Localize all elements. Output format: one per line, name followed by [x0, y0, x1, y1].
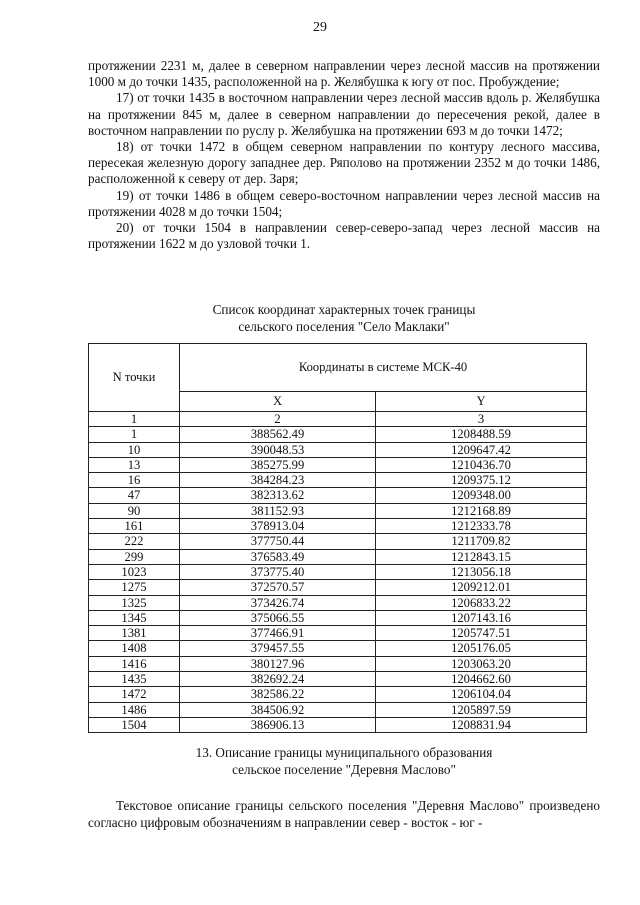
cell-y: 1207143.16: [376, 610, 587, 625]
coordinates-table-body: [89, 427, 587, 733]
section-description-paragraph: Текстовое описание границы сельского поселения "Деревня Маслово" произведено согласно цифровым обозначениям в направлении север - восток - юг -: [88, 798, 600, 830]
cell-x: 379457.55: [180, 641, 376, 656]
cell-y: 1212843.15: [376, 549, 587, 564]
cell-x: 375066.55: [180, 610, 376, 625]
table-row: [89, 457, 587, 472]
table-row: [89, 580, 587, 595]
cell-x: 377466.91: [180, 626, 376, 641]
table-row: [89, 549, 587, 564]
table-row: [89, 488, 587, 503]
cell-y: 1210436.70: [376, 457, 587, 472]
table-row: [89, 687, 587, 702]
table-row: [89, 442, 587, 457]
cell-x: 390048.53: [180, 442, 376, 457]
cell-point-number: 1381: [89, 626, 180, 641]
table-row: [89, 564, 587, 579]
header-x: X: [180, 392, 376, 412]
section-heading-line-1: 13. Описание границы муниципального образования: [195, 745, 493, 760]
header-point-number: N точки: [89, 344, 180, 412]
boundary-description-text: [88, 58, 600, 252]
table-row: [89, 503, 587, 518]
header-y: Y: [376, 392, 587, 412]
table-row: [89, 672, 587, 687]
cell-y: 1209348.00: [376, 488, 587, 503]
cell-x: 384506.92: [180, 702, 376, 717]
cell-y: 1206833.22: [376, 595, 587, 610]
paragraph-item-17: 17) от точки 1435 в восточном направлении через лесной массив вдоль р. Желябушка на протяжении 845 м, далее в северном направлении до пересечения рекой, далее в восточном направлении по руслу р. Желябушка на протяжении 693 м до точки 1472;: [88, 90, 600, 138]
cell-y: 1209375.12: [376, 473, 587, 488]
table-row: [89, 519, 587, 534]
table-row: [89, 595, 587, 610]
paragraph-item-18: 18) от точки 1472 в общем северном направлении по контуру лесного массива, пересекая железную дорогу западнее дер. Ряполово на протяжении 2352 м до точки 1486, расположенной к северу от дер. Заря;: [88, 139, 600, 187]
table-row: [89, 610, 587, 625]
cell-x: 380127.96: [180, 656, 376, 671]
cell-point-number: 1023: [89, 564, 180, 579]
table-title-line-2: сельского поселения "Село Маклаки": [238, 319, 450, 334]
cell-y: 1213056.18: [376, 564, 587, 579]
cell-x: 382586.22: [180, 687, 376, 702]
column-number-1: 1: [89, 412, 180, 427]
table-row: [89, 641, 587, 656]
cell-point-number: 10: [89, 442, 180, 457]
cell-y: 1208488.59: [376, 427, 587, 442]
cell-point-number: 299: [89, 549, 180, 564]
cell-x: 382692.24: [180, 672, 376, 687]
cell-point-number: 1416: [89, 656, 180, 671]
cell-y: 1203063.20: [376, 656, 587, 671]
table-row: [89, 534, 587, 549]
cell-point-number: 16: [89, 473, 180, 488]
cell-x: 381152.93: [180, 503, 376, 518]
cell-point-number: 47: [89, 488, 180, 503]
section-description: [88, 797, 600, 831]
cell-point-number: 90: [89, 503, 180, 518]
column-number-2: 2: [180, 412, 376, 427]
cell-y: 1211709.82: [376, 534, 587, 549]
header-coordinate-system: Координаты в системе МСК-40: [180, 344, 587, 392]
table-title: [88, 301, 600, 335]
table-row: [89, 702, 587, 717]
cell-y: 1205897.59: [376, 702, 587, 717]
cell-x: 376583.49: [180, 549, 376, 564]
column-number-3: 3: [376, 412, 587, 427]
cell-y: 1206104.04: [376, 687, 587, 702]
cell-y: 1204662.60: [376, 672, 587, 687]
cell-point-number: 1486: [89, 702, 180, 717]
cell-point-number: 1472: [89, 687, 180, 702]
cell-x: 377750.44: [180, 534, 376, 549]
cell-y: 1212168.89: [376, 503, 587, 518]
table-row: [89, 717, 587, 732]
cell-x: 378913.04: [180, 519, 376, 534]
table-row: [89, 626, 587, 641]
cell-x: 384284.23: [180, 473, 376, 488]
cell-point-number: 1345: [89, 610, 180, 625]
cell-y: 1208831.94: [376, 717, 587, 732]
cell-point-number: 1435: [89, 672, 180, 687]
cell-x: 372570.57: [180, 580, 376, 595]
cell-y: 1209647.42: [376, 442, 587, 457]
paragraph-item-20: 20) от точки 1504 в направлении север-северо-запад через лесной массив на протяжении 1622 м до узловой точки 1.: [88, 220, 600, 252]
section-heading-line-2: сельское поселение "Деревня Маслово": [232, 762, 456, 777]
cell-x: 382313.62: [180, 488, 376, 503]
cell-point-number: 161: [89, 519, 180, 534]
section-heading: [88, 744, 600, 778]
table-row: [89, 656, 587, 671]
cell-point-number: 13: [89, 457, 180, 472]
cell-x: 388562.49: [180, 427, 376, 442]
paragraph-item-19: 19) от точки 1486 в общем северо-восточном направлении через лесной массив на протяжении 4028 м до точки 1504;: [88, 187, 600, 219]
cell-y: 1205747.51: [376, 626, 587, 641]
cell-y: 1209212.01: [376, 580, 587, 595]
cell-y: 1205176.05: [376, 641, 587, 656]
cell-x: 385275.99: [180, 457, 376, 472]
coordinates-table: [88, 343, 587, 733]
table-row: [89, 473, 587, 488]
table-row: [89, 427, 587, 442]
cell-point-number: 1325: [89, 595, 180, 610]
cell-x: 373775.40: [180, 564, 376, 579]
cell-point-number: 1408: [89, 641, 180, 656]
paragraph-continuation: протяжении 2231 м, далее в северном направлении через лесной массив на протяжении 1000 м до точки 1435, расположенной на р. Желябушка к югу от пос. Пробуждение;: [88, 58, 600, 90]
table-title-line-1: Список координат характерных точек границы: [212, 302, 476, 317]
cell-point-number: 1: [89, 427, 180, 442]
cell-y: 1212333.78: [376, 519, 587, 534]
cell-point-number: 1275: [89, 580, 180, 595]
cell-x: 373426.74: [180, 595, 376, 610]
cell-x: 386906.13: [180, 717, 376, 732]
cell-point-number: 222: [89, 534, 180, 549]
cell-point-number: 1504: [89, 717, 180, 732]
page-number: 29: [313, 20, 327, 35]
